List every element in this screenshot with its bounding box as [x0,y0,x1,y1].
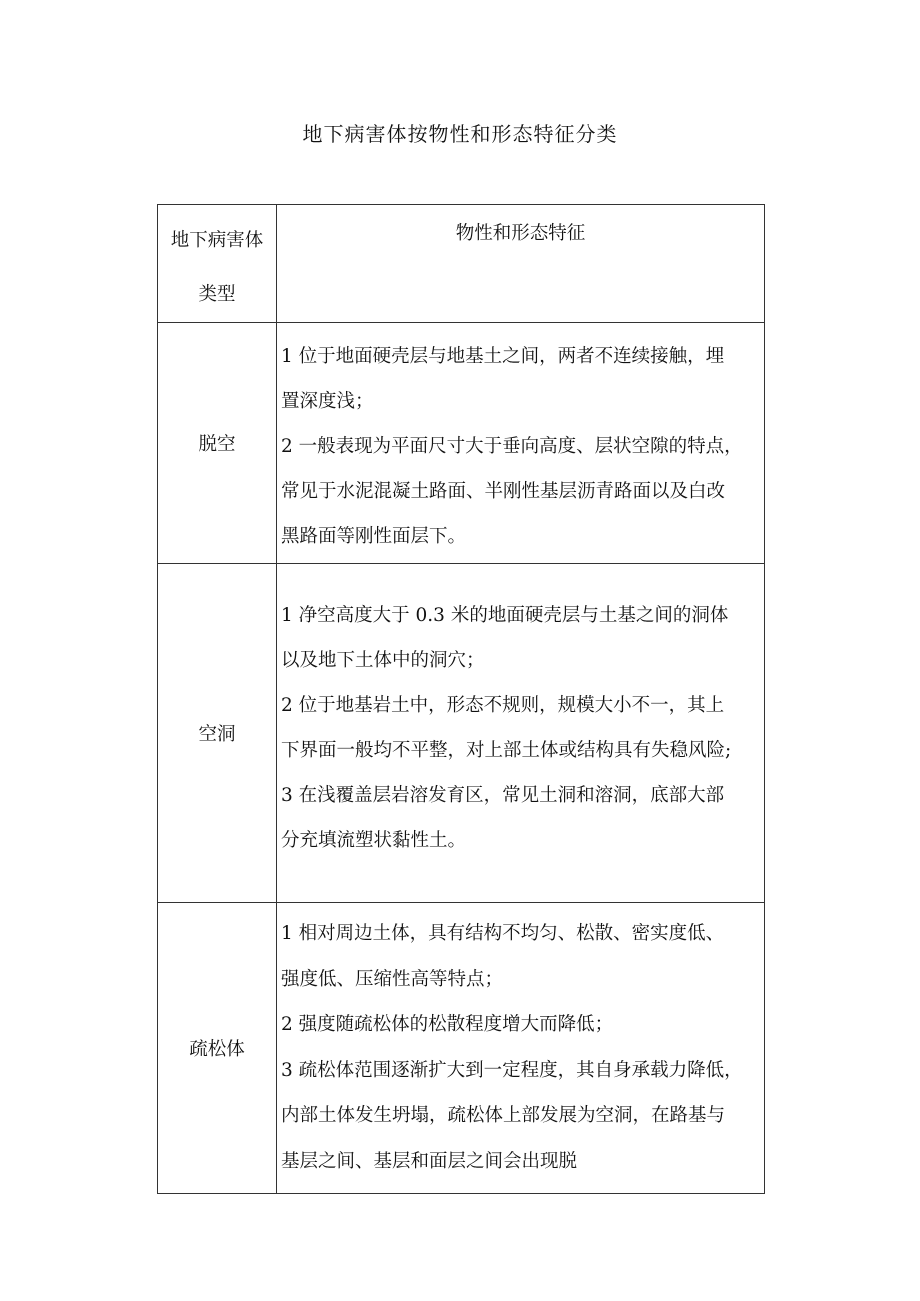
feature-line: 黑路面等刚性面层下。 [281,526,467,547]
feature-line: 下界面一般均不平整，对上部土体或结构具有失稳风险; [281,740,732,761]
feature-line: 内部土体发生坍塌，疏松体上部发展为空洞，在路基与 [281,1105,726,1126]
header-type-line-2: 类型 [198,284,236,305]
feature-line: 3 疏松体范围逐渐扩大到一定程度，其自身承载力降低， [281,1059,743,1081]
header-type-cell [158,205,277,323]
table-header-row [158,205,765,323]
feature-line: 常见于水泥混凝土路面、半刚性基层沥青路面以及白改 [281,481,726,502]
header-feature-cell: 物性和形态特征 [277,205,765,323]
feature-line: 以及地下土体中的洞穴； [281,650,485,671]
feature-line: 3 在浅覆盖层岩溶发育区，常见土洞和溶洞，底部大部 [281,785,725,806]
feature-line: 2 位于地基岩土中，形态不规则，规模大小不一，其上 [281,695,725,716]
feature-cell [277,323,765,564]
feature-line: 基层之间、基层和面层之间会出现脱 [281,1150,578,1172]
feature-cell [277,564,765,903]
feature-line: 2 一般表现为平面尺寸大于垂向高度、层状空隙的特点， [281,436,743,457]
header-type-line-1: 地下病害体 [170,230,264,251]
feature-line: 置深度浅； [281,391,374,412]
feature-line: 1 位于地面硬壳层与地基土之间，两者不连续接触，埋 [281,346,725,367]
feature-line: 分充填流塑状黏性土。 [281,830,467,851]
document-title: 地下病害体按物性和形态特征分类 [302,122,618,146]
type-cell: 空洞 [158,564,277,903]
feature-line: 1 净空高度大于 0.3 米的地面硬壳层与土基之间的洞体 [281,605,729,626]
feature-line: 强度低、压缩性高等特点； [281,968,504,990]
feature-cell [277,903,765,1194]
table-row [158,323,765,564]
feature-line: 1 相对周边土体，具有结构不均匀、松散、密实度低、 [281,923,725,944]
table-row [158,903,765,1194]
type-cell: 脱空 [158,323,277,564]
table-row [158,564,765,903]
classification-table [157,204,765,1194]
feature-line: 2 强度随疏松体的松散程度增大而降低； [281,1014,614,1035]
type-cell: 疏松体 [158,903,277,1194]
